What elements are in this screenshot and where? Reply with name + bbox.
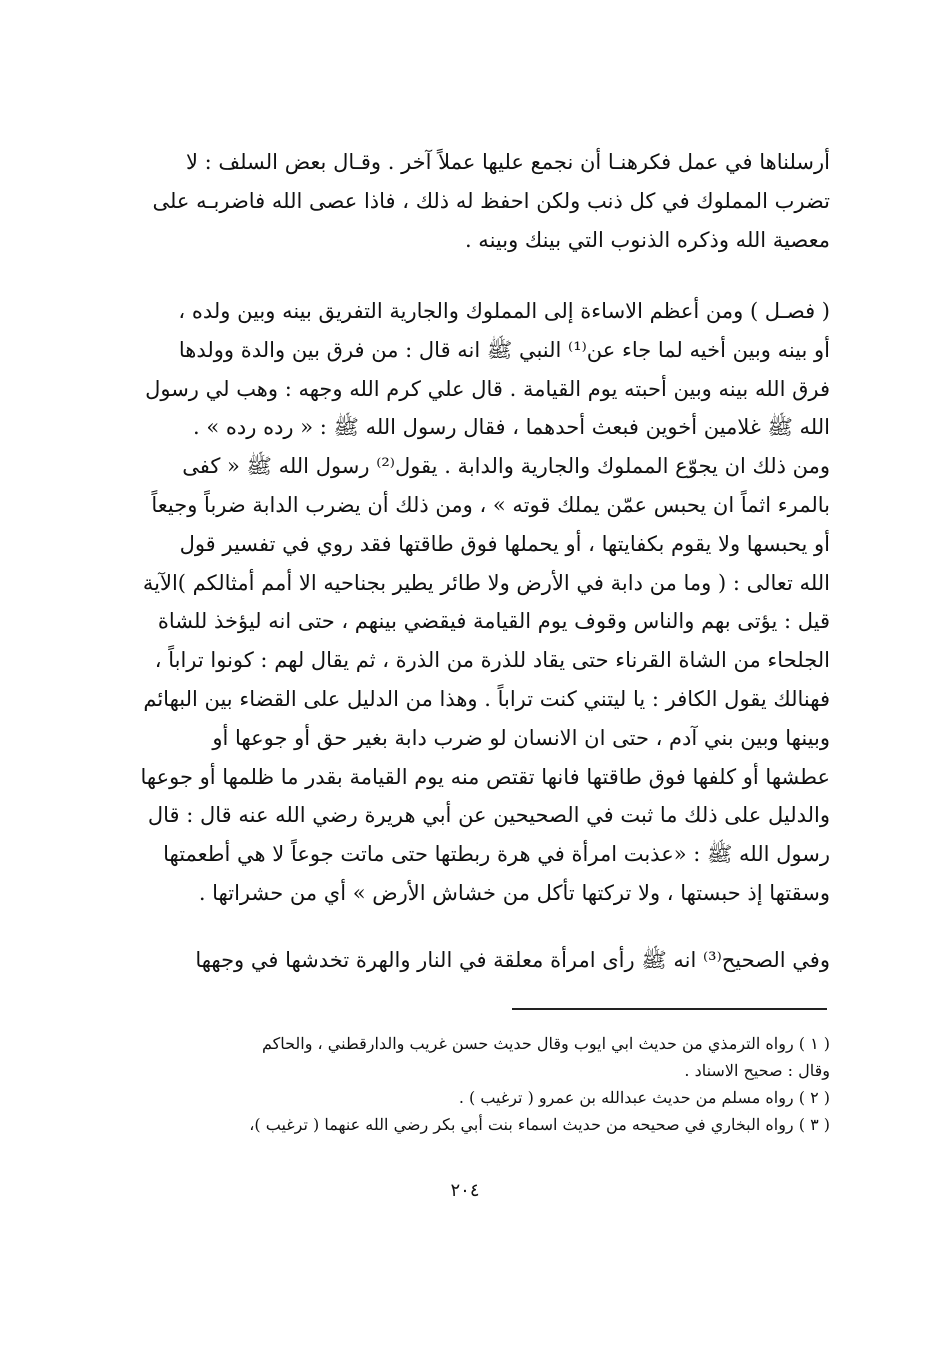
paragraph-1 bbox=[104, 143, 830, 259]
text-line: وبينها وبين بني آدم ، حتى ان الانسان لو ضرب دابة بغير حق أو جوعها أو bbox=[212, 725, 830, 750]
text-line: أرسلناها في عمل فكرهنـا أن نجمع عليها عملاً آخر . وقـال بعض السلف : لا bbox=[185, 150, 830, 174]
footnote-separator bbox=[512, 1008, 827, 1010]
text-line: قيل : يؤتى بهم والناس وقوف يوم القيامة فيقضي بينهم ، حتى انه ليؤخذ للشاة bbox=[157, 609, 830, 634]
text-line: معصية الله وذكره الذنوب التي بينك وبينه . bbox=[464, 227, 830, 252]
text-line: بالمرء اثماً ان يحبس عمّن يملك قوته » ، ومن ذلك أن يضرب الدابة ضرباً وجيعاً bbox=[151, 492, 830, 517]
text-line: تضرب المملوك في كل ذنب ولكن احفظ له ذلك ، فاذا عصى الله فاضربـه على bbox=[152, 188, 830, 213]
text-line: أو يحبسها ولا يقوم بكفايتها ، أو يحملها فوق طاقتها فقد روي في تفسير قول bbox=[179, 531, 830, 556]
text-line: رسول الله ﷺ : «عذبت امرأة في هرة ربطتها حتى ماتت جوعاً لا هي أطعمتها bbox=[163, 842, 830, 867]
text-line: فرق الله بينه وبين أحبته يوم القيامة . قال علي كرم الله وجهه : وهب لي رسول bbox=[145, 376, 830, 401]
text-line: ومن ذلك ان يجوّع المملوك والجارية والدابة . يقول⁽²⁾ رسول الله ﷺ « كفى bbox=[182, 454, 830, 479]
footnote-line: ( ٣ ) رواه البخاري في صحيحه من حديث اسماء بنت أبي بكر رضي الله عنهما ( ترغيب )، bbox=[249, 1115, 830, 1134]
footnote-line: وقال : صحيح الاسناد . bbox=[684, 1061, 830, 1080]
text-line: والدليل على ذلك ما ثبت في الصحيحين عن أبي هريرة رضي الله عنه قال : قال bbox=[147, 803, 830, 828]
text-line: الله تعالى : ( وما من دابة في الأرض ولا طائر يطير بجناحيه الا أمم أمثالكم )الآية bbox=[142, 570, 830, 595]
page-number: ٢٠٤ bbox=[450, 1180, 480, 1201]
paragraph-2 bbox=[104, 292, 830, 913]
footnote-line: ( ٢ ) رواه مسلم من حديث عبدالله بن عمرو ( ترغيب ) . bbox=[458, 1088, 830, 1107]
text-line: أو بينه وبين أخيه لما جاء عن⁽¹⁾ النبي ﷺ انه قال : من فرق بين والدة وولدها bbox=[178, 337, 830, 362]
text-line: وفي الصحيح⁽³⁾ انه ﷺ رأى امرأة معلقة في النار والهرة تخدشها في وجهها bbox=[195, 948, 830, 972]
text-line: عطشها أو كلفها فوق طاقتها فانها تقتص منه يوم القيامة بقدر ما ظلمها أو جوعها bbox=[140, 764, 830, 789]
text-line: ( فصـل ) ومن أعظم الاساءة إلى المملوك والجارية التفريق بينه وبين ولده ، bbox=[178, 299, 830, 323]
text-line: فهنالك يقول الكافر : يا ليتني كنت تراباً . وهذا من الدليل على القضاء بين البهائم bbox=[143, 686, 830, 711]
text-line: الجلحاء من الشاة القرناء حتى يقاد للذرة من الذرة ، ثم يقال لهم : كونوا تراباً ، bbox=[154, 648, 830, 673]
text-line: الله ﷺ غلامين أخوين فبعث أحدهما ، فقال رسول الله ﷺ : « رده رده » . bbox=[193, 415, 830, 440]
text-line: وسقتها إذ حبستها ، ولا تركتها تأكل من خشاش الأرض » أي من حشراتها . bbox=[198, 880, 830, 905]
paragraph-3 bbox=[104, 941, 830, 980]
footnote-line: ( ١ ) رواه الترمذي من حديث ابي ايوب وقال حديث حسن غريب والدارقطني ، والحاكم bbox=[261, 1034, 830, 1053]
footnotes bbox=[104, 1030, 830, 1138]
